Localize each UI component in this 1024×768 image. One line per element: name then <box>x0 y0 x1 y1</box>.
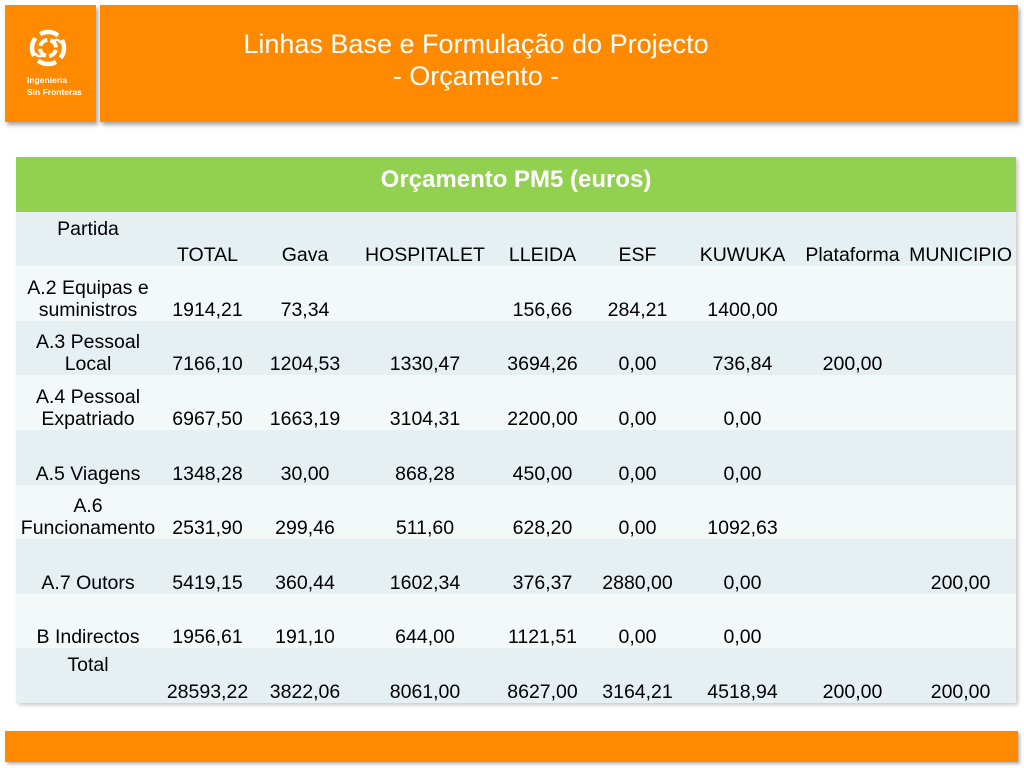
partida-cell: A.3 Pessoal Local <box>16 321 160 376</box>
partida-cell: A.2 Equipas e suministros <box>16 266 160 321</box>
column-header-municipio: MUNICIPIO <box>905 212 1016 267</box>
table-row <box>16 485 1016 540</box>
organization-name-line1: Ingenieria <box>27 75 68 85</box>
table-row <box>16 430 1016 485</box>
table-row <box>16 266 1016 321</box>
partida-cell: Total <box>16 648 160 703</box>
cell-esf: 2880,00 <box>590 539 685 594</box>
cell-municipio <box>905 430 1016 485</box>
cell-plataforma: 200,00 <box>800 321 905 376</box>
cell-municipio: 200,00 <box>905 648 1016 703</box>
cell-gava: 3822,06 <box>255 648 355 703</box>
column-header-row <box>16 212 1016 267</box>
cell-esf: 284,21 <box>590 266 685 321</box>
cell-lleida: 8627,00 <box>495 648 590 703</box>
footer-bar <box>5 731 1018 762</box>
partida-cell: A.6 Funcionamento <box>16 485 160 540</box>
table-caption-row <box>16 157 1016 212</box>
cell-gava: 1663,19 <box>255 375 355 430</box>
cell-total: 2531,90 <box>160 485 255 540</box>
cell-gava: 299,46 <box>255 485 355 540</box>
cell-municipio: 200,00 <box>905 539 1016 594</box>
table-caption: Orçamento PM5 (euros) <box>16 157 1016 212</box>
slide-title-line2: - Orçamento - <box>392 61 560 91</box>
cell-lleida: 1121,51 <box>495 594 590 649</box>
slide-title-line1: Linhas Base e Formulação do Projecto <box>243 29 709 59</box>
cell-hospitalet: 3104,31 <box>355 375 495 430</box>
organization-name <box>27 74 93 98</box>
budget-table <box>16 157 1016 703</box>
partida-cell: A.7 Outors <box>16 539 160 594</box>
organization-name-line2: Sin Fronteras <box>27 87 82 97</box>
cell-kuwuka: 4518,94 <box>685 648 800 703</box>
title-banner <box>100 5 1018 122</box>
cell-kuwuka: 0,00 <box>685 375 800 430</box>
cell-gava: 73,34 <box>255 266 355 321</box>
cell-lleida: 376,37 <box>495 539 590 594</box>
cell-gava: 30,00 <box>255 430 355 485</box>
cell-total: 7166,10 <box>160 321 255 376</box>
cell-total: 28593,22 <box>160 648 255 703</box>
cell-hospitalet: 1330,47 <box>355 321 495 376</box>
cell-kuwuka: 736,84 <box>685 321 800 376</box>
column-header-esf: ESF <box>590 212 685 267</box>
table-row <box>16 594 1016 649</box>
cell-hospitalet <box>355 266 495 321</box>
cell-plataforma <box>800 430 905 485</box>
cell-plataforma <box>800 266 905 321</box>
total-row <box>16 648 1016 703</box>
column-header-partida: Partida <box>16 212 160 267</box>
isf-logo-icon <box>28 28 68 68</box>
cell-gava: 1204,53 <box>255 321 355 376</box>
partida-cell: B Indirectos <box>16 594 160 649</box>
cell-esf: 0,00 <box>590 430 685 485</box>
cell-municipio <box>905 375 1016 430</box>
column-header-plataforma: Plataforma <box>800 212 905 267</box>
cell-municipio <box>905 321 1016 376</box>
cell-gava: 191,10 <box>255 594 355 649</box>
cell-plataforma <box>800 594 905 649</box>
cell-plataforma <box>800 539 905 594</box>
cell-esf: 0,00 <box>590 485 685 540</box>
cell-total: 1956,61 <box>160 594 255 649</box>
cell-esf: 0,00 <box>590 594 685 649</box>
partida-cell: A.4 Pessoal Expatriado <box>16 375 160 430</box>
cell-kuwuka: 0,00 <box>685 539 800 594</box>
column-header-kuwuka: KUWUKA <box>685 212 800 267</box>
cell-lleida: 628,20 <box>495 485 590 540</box>
cell-esf: 0,00 <box>590 321 685 376</box>
cell-municipio <box>905 594 1016 649</box>
logo-panel <box>5 5 96 122</box>
cell-total: 6967,50 <box>160 375 255 430</box>
cell-lleida: 450,00 <box>495 430 590 485</box>
cell-plataforma: 200,00 <box>800 648 905 703</box>
cell-hospitalet: 868,28 <box>355 430 495 485</box>
cell-esf: 3164,21 <box>590 648 685 703</box>
cell-kuwuka: 1400,00 <box>685 266 800 321</box>
cell-hospitalet: 644,00 <box>355 594 495 649</box>
cell-total: 1914,21 <box>160 266 255 321</box>
table-row <box>16 375 1016 430</box>
cell-hospitalet: 511,60 <box>355 485 495 540</box>
cell-municipio <box>905 485 1016 540</box>
cell-total: 1348,28 <box>160 430 255 485</box>
column-header-total: TOTAL <box>160 212 255 267</box>
cell-lleida: 3694,26 <box>495 321 590 376</box>
table-row <box>16 321 1016 376</box>
cell-municipio <box>905 266 1016 321</box>
cell-plataforma <box>800 375 905 430</box>
cell-gava: 360,44 <box>255 539 355 594</box>
cell-lleida: 156,66 <box>495 266 590 321</box>
cell-hospitalet: 1602,34 <box>355 539 495 594</box>
cell-plataforma <box>800 485 905 540</box>
cell-kuwuka: 1092,63 <box>685 485 800 540</box>
cell-lleida: 2200,00 <box>495 375 590 430</box>
cell-total: 5419,15 <box>160 539 255 594</box>
cell-hospitalet: 8061,00 <box>355 648 495 703</box>
table-row <box>16 539 1016 594</box>
partida-cell: A.5 Viagens <box>16 430 160 485</box>
cell-esf: 0,00 <box>590 375 685 430</box>
slide-title <box>126 28 826 92</box>
column-header-hospitalet: HOSPITALET <box>355 212 495 267</box>
column-header-lleida: LLEIDA <box>495 212 590 267</box>
column-header-gava: Gava <box>255 212 355 267</box>
cell-kuwuka: 0,00 <box>685 430 800 485</box>
cell-kuwuka: 0,00 <box>685 594 800 649</box>
